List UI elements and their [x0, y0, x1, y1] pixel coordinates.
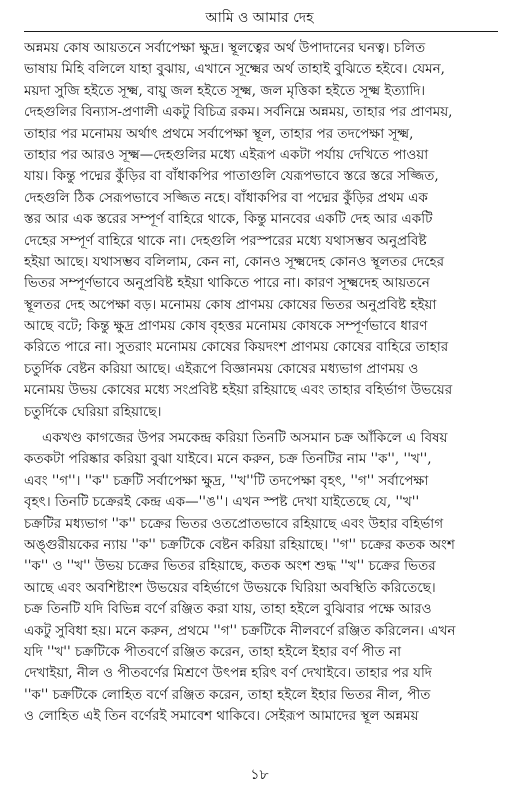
text-line: চক্র তিনটি যদি বিভিন্ন বর্ণে রঞ্জিত করা যায়, তাহা হইলে বুঝিবার পক্ষে আরও: [24, 601, 432, 618]
text-line: দেহগুলির বিন্যাস-প্রণালী একটু বিচিত্র রকম। সর্বনিম্নে অন্নময়, তাহার পর প্রাণময়,: [24, 104, 453, 121]
text-line: যায়। কিন্তু পদ্মের কুঁড়ির বা বাঁধাকপির পাতাগুলি যেরূপভাবে স্তরে স্তরে সজ্জিত,: [24, 168, 439, 185]
text-line: তাহার পর মনোময় অর্থাৎ প্রথমে সর্বাপেক্ষা স্থূল, তাহার পর তদপেক্ষা সূক্ষ্ম,: [24, 125, 414, 142]
text-line: চক্রটির মধ্যভাগ ''ক'' চক্রের ভিতর ওতপ্রোতভাবে রহিয়াছে এবং উহার বহির্ভাগ: [24, 515, 444, 532]
paragraph-1: [24, 38, 498, 423]
text-line: দেখাইয়া, নীল ও পীতবর্ণের মিশ্রণে উৎপন্ন হরিৎ বর্ণ দেখাইবে। তাহার পর যদি: [24, 665, 432, 682]
running-head: আমি ও আমার দেহ: [205, 10, 314, 26]
text-line: আছে এবং অবশিষ্টাংশ উভয়ের বহির্ভাগে উভয়কে ঘিরিয়া অবস্থিতি করিতেছে।: [24, 579, 436, 596]
body-text: [24, 38, 498, 728]
text-line: অঙ্গুরীয়কের ন্যায় ''ক'' চক্রটিকে বেষ্টন করিয়া রহিয়াছে। ''গ'' চক্রের কতক অংশ: [24, 536, 455, 553]
text-line: স্থূলতর দেহ অপেক্ষা বড়। মনোময় কোষ প্রাণময় কোষের ভিতর অনুপ্রবিষ্ট হইয়া: [24, 296, 437, 313]
page-number: ১৮: [250, 767, 269, 783]
text-line: স্তর আর এক স্তরের সম্পূর্ণ বাহিরে থাকে, কিন্তু মানবের একটি দেহ আর একটি: [24, 211, 433, 228]
text-line: ভিতর সম্পূর্ণভাবে অনুপ্রবিষ্ট হইয়া থাকিতে পারে না। কারণ সূক্ষ্মদেহ আয়তনে: [24, 275, 430, 292]
text-line: তাহার পর আরও সূক্ষ্ম—দেহগুলির মধ্যে এইরূপ একটা পর্যায় দেখিতে পাওয়া: [24, 146, 429, 163]
text-line: ''ক'' ও ''খ'' উভয় চক্রের ভিতর রহিয়াছে, কতক অংশ শুদ্ধ ''খ'' চক্রের ভিতর: [24, 558, 436, 575]
text-line: চতুর্দিকে ঘেরিয়া রহিয়াছে।: [24, 403, 162, 420]
text-line: আছে বটে; কিন্তু ক্ষুদ্র প্রাণময় কোষ বৃহত্তর মনোময় কোষকে সম্পূর্ণভাবে ধারণ: [24, 318, 428, 335]
text-line: অন্নময় কোষ আয়তনে সর্বাপেক্ষা ক্ষুদ্র। স্থূলত্বের অর্থ উপাদানের ঘনত্ব। চলিত: [24, 40, 426, 56]
paragraph-2: [24, 428, 498, 727]
text-line: করিতে পারে না। সুতরাং মনোময় কোষের কিয়দংশ প্রাণময় কোষের বাহিরে তাহার: [24, 339, 449, 356]
text-line: কতকটা পরিষ্কার করিয়া বুঝা যাইবে। মনে করুন, চক্র তিনটির নাম ''ক'', ''খ'',: [24, 451, 432, 468]
text-line: একটু সুবিধা হয়। মনে করুন, প্রথমে ''গ'' চক্রটিকে নীলবর্ণে রঞ্জিত করিলেন। এখন: [24, 622, 456, 639]
text-line: একখণ্ড কাগজের উপর সমকেন্দ্র করিয়া তিনটি অসমান চক্র আঁকিলে এ বিষয়: [42, 430, 448, 447]
text-line: মনোময় উভয় কোষের মধ্যে সংপ্রবিষ্ট হইয়া রহিয়াছে এবং তাহার বহির্ভাগ উভয়ের: [24, 382, 453, 399]
text-line: ''ক'' চক্রটিকে লোহিত বর্ণে রঞ্জিত করেন, তাহা হইলে ইহার ভিতর নীল, পীত: [24, 686, 431, 703]
text-line: ময়দা সুজি হইতে সূক্ষ্ম, বায়ু জল হইতে সূক্ষ্ম, জল মৃত্তিকা হইতে সূক্ষ্ম ইত্যাদি।: [24, 82, 426, 99]
text-line: ভাষায় মিহি বলিলে যাহা বুঝায়, এখানে সূক্ষ্মের অর্থ তাহাই বুঝিতে হইবে। যেমন,: [24, 61, 445, 78]
text-line: এবং ''গ''। ''ক'' চক্রটি সর্বাপেক্ষা ক্ষুদ্র, ''খ''টি তদপেক্ষা বৃহৎ, ''গ'' সর্বাপেক্ষা: [24, 472, 429, 489]
text-line: দেহের সম্পূর্ণ বাহিরে থাকে না। দেহগুলি পরস্পরের মধ্যে যথাসম্ভব অনুপ্রবিষ্ট: [24, 232, 427, 249]
header-rule: [24, 31, 498, 32]
text-line: যদি ''খ'' চক্রটিকে পীতবর্ণে রঞ্জিত করেন, তাহা হইলে ইহার বর্ণ পীত না: [24, 643, 402, 660]
text-line: বৃহৎ। তিনটি চক্রেরই কেন্দ্র এক—''ঙ''। এখন স্পষ্ট দেখা যাইতেছে যে, ''খ'': [24, 494, 420, 511]
text-line: দেহগুলি ঠিক সেরূপভাবে সজ্জিত নহে। বাঁধাকপির বা পদ্মের কুঁড়ির প্রথম এক: [24, 189, 428, 206]
text-line: হইয়া আছে। যথাসম্ভব বলিলাম, কেন না, কোনও সূক্ষ্মদেহ কোনও স্থূলতর দেহের: [24, 253, 445, 270]
text-line: চতুর্দিক বেষ্টন করিয়া আছে। এইরূপে বিজ্ঞানময় কোষের মধ্যভাগ প্রাণময় ও: [24, 360, 419, 377]
text-line: ও লোহিত এই তিন বর্ণেরই সমাবেশ থাকিবে। সেইরূপ আমাদের স্থূল অন্নময়: [24, 708, 419, 725]
